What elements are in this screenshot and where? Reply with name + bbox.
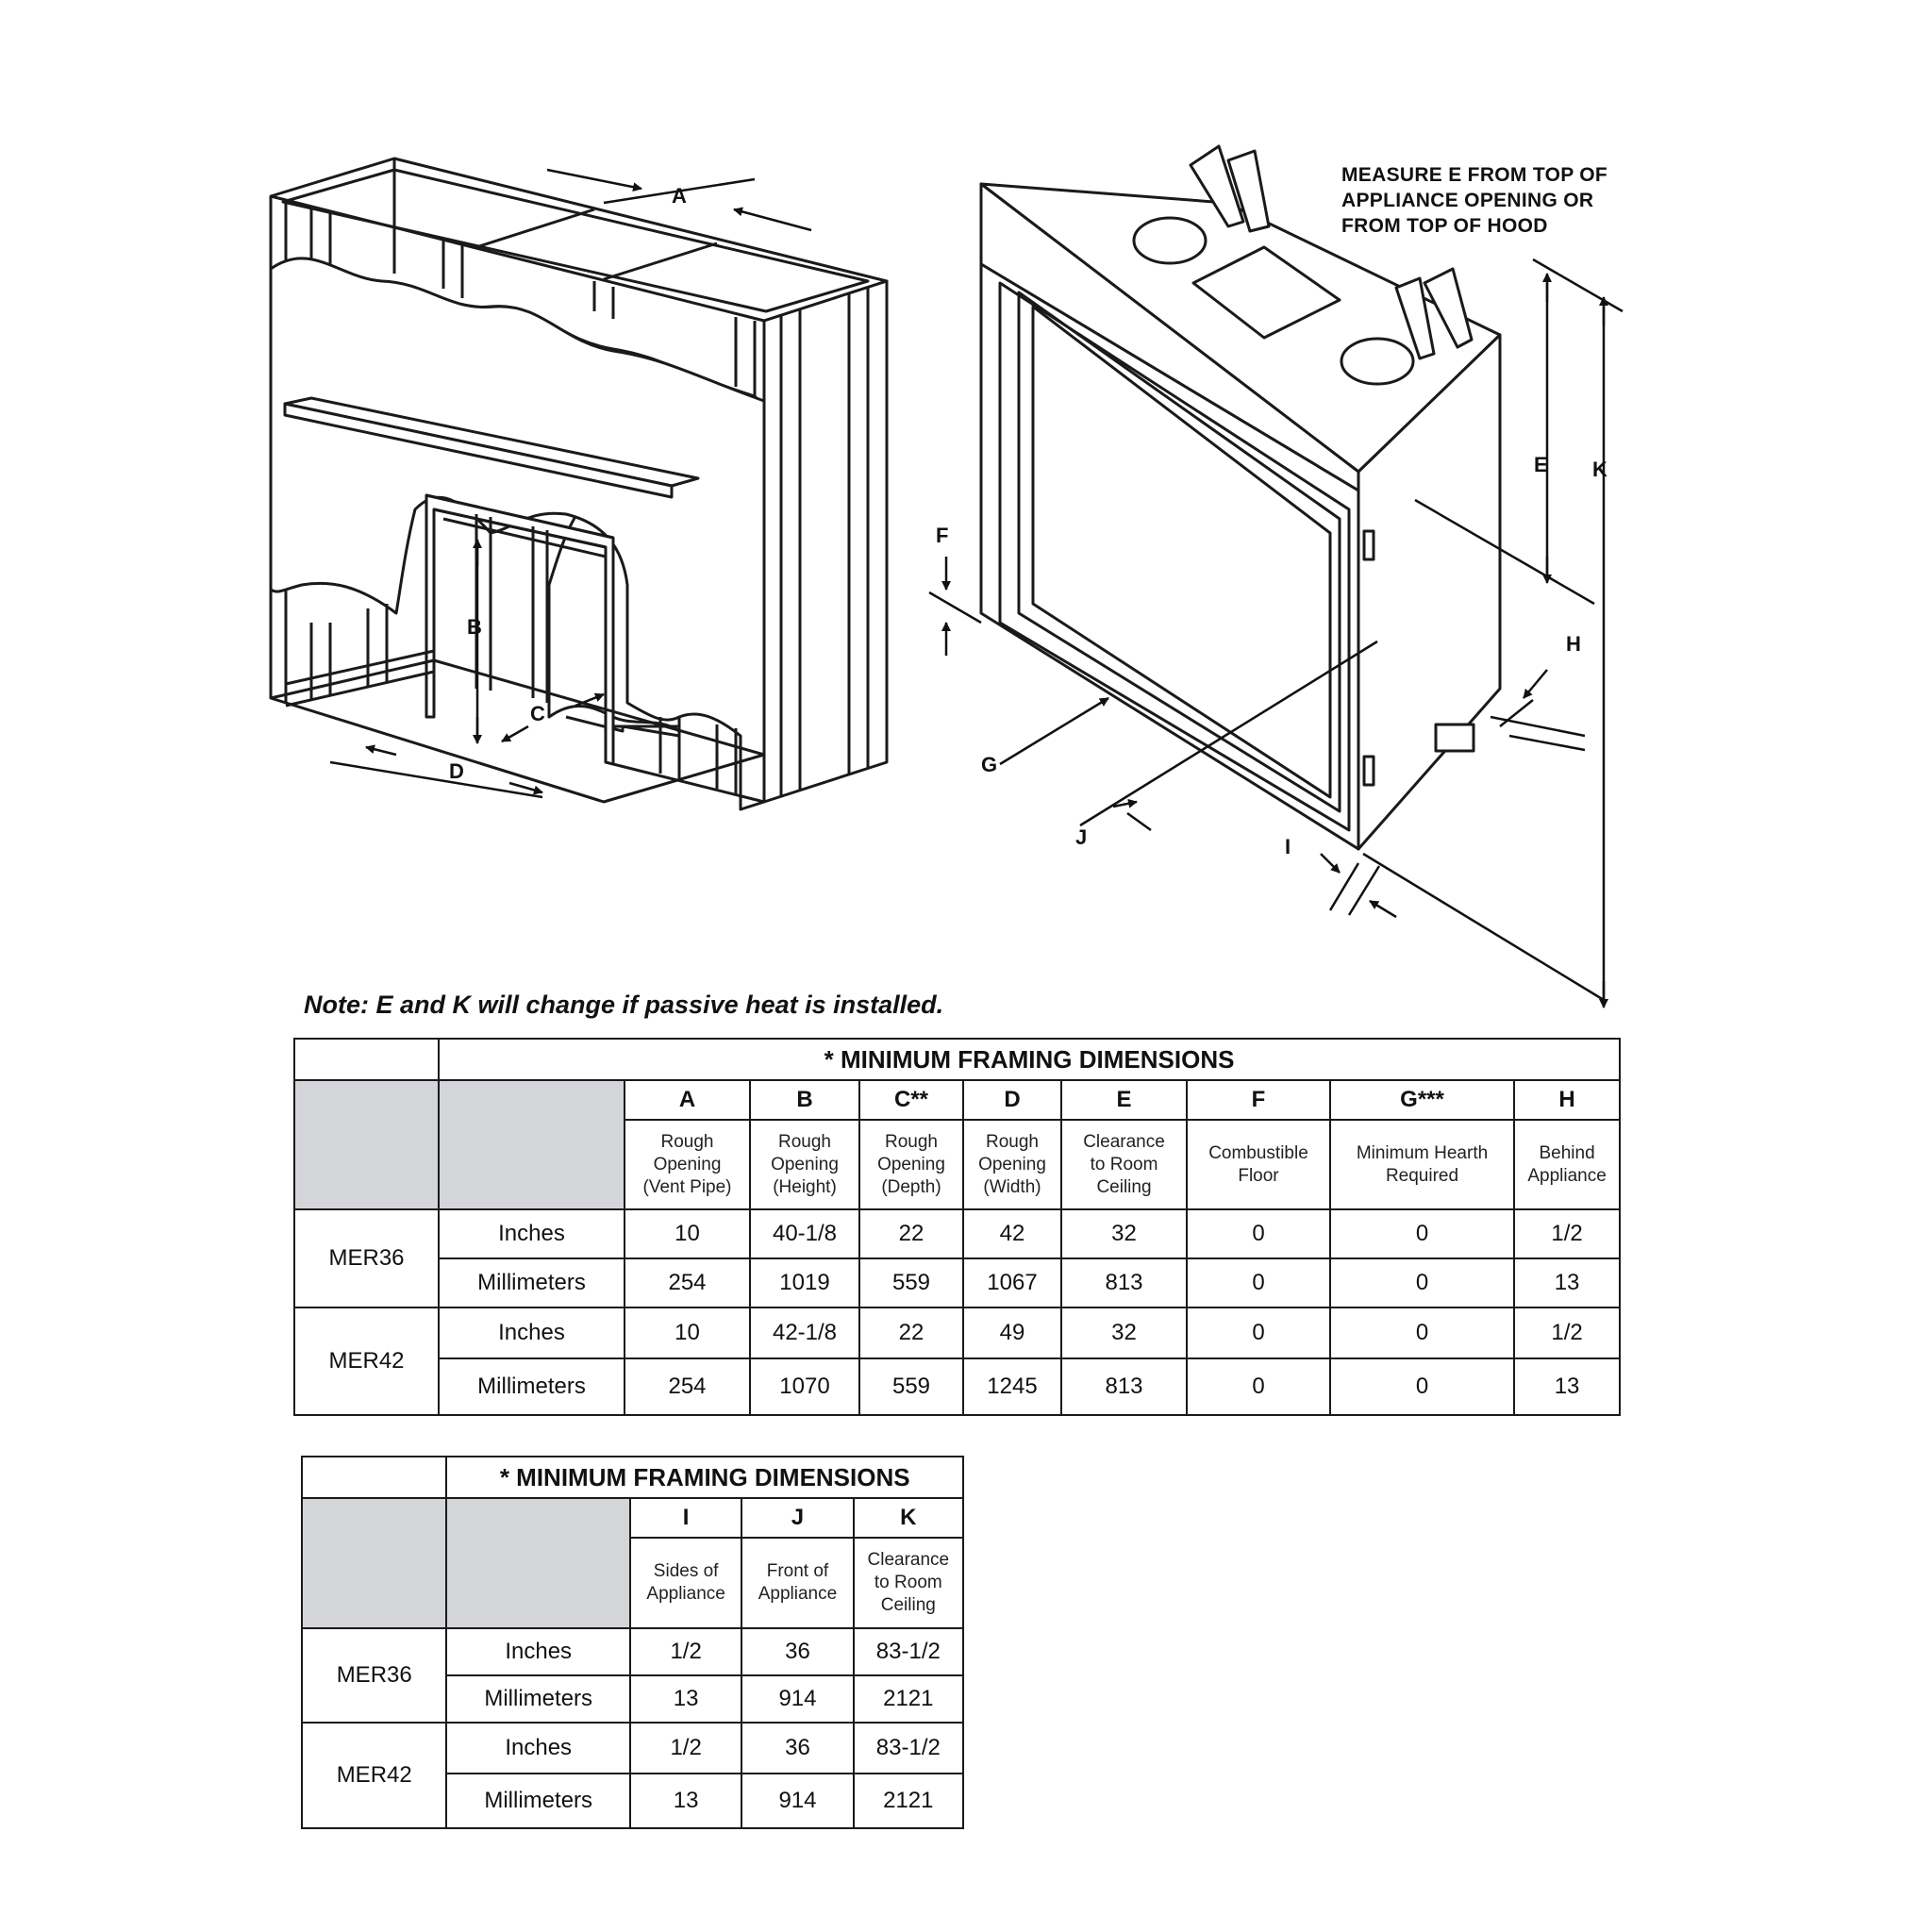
value-cell: 0 [1330,1307,1514,1358]
unit-label: Millimeters [439,1258,625,1307]
value-cell: 254 [625,1358,750,1415]
table-row [302,1723,963,1774]
value-cell: 0 [1187,1209,1330,1258]
table-title: * MINIMUM FRAMING DIMENSIONS [446,1457,963,1498]
column-letter: K [854,1498,963,1538]
unit-label: Inches [446,1723,630,1774]
table-corner-cell [294,1039,439,1080]
value-cell: 559 [859,1358,963,1415]
column-description: Behind Appliance [1514,1120,1620,1209]
table-row [294,1358,1620,1415]
value-cell: 1/2 [1514,1209,1620,1258]
value-cell: 254 [625,1258,750,1307]
column-description: Front of Appliance [741,1538,853,1628]
measure-e-note [1341,162,1662,239]
column-letter: C** [859,1080,963,1120]
column-letter: H [1514,1080,1620,1120]
value-cell: 1070 [750,1358,859,1415]
table-row [294,1258,1620,1307]
unit-label: Inches [439,1307,625,1358]
value-cell: 42-1/8 [750,1307,859,1358]
value-cell: 36 [741,1628,853,1675]
unit-label: Inches [439,1209,625,1258]
unit-label: Millimeters [446,1774,630,1828]
value-cell: 83-1/2 [854,1723,963,1774]
dim-label-d: D [449,759,464,783]
measure-e-note-line: FROM TOP OF HOOD [1341,215,1548,237]
column-description: Rough Opening (Height) [750,1120,859,1209]
dim-label-i: I [1285,835,1291,858]
value-cell: 813 [1061,1358,1187,1415]
table-title: * MINIMUM FRAMING DIMENSIONS [439,1039,1620,1080]
column-letter: D [963,1080,1061,1120]
table-row [294,1307,1620,1358]
unit-label: Inches [446,1628,630,1675]
value-cell: 13 [630,1774,741,1828]
dim-label-b: B [467,615,482,639]
value-cell: 10 [625,1307,750,1358]
model-name: MER42 [294,1307,439,1415]
value-cell: 13 [1514,1358,1620,1415]
column-letter: F [1187,1080,1330,1120]
fireplace-appliance-drawing [981,146,1500,849]
dim-label-c: C [530,702,545,725]
table-header-blank [439,1080,625,1209]
framing-dimensions-table-2 [301,1456,964,1829]
column-description: Minimum Hearth Required [1330,1120,1514,1209]
value-cell: 1245 [963,1358,1061,1415]
model-name: MER42 [302,1723,446,1828]
value-cell: 0 [1330,1358,1514,1415]
table-header-blank [294,1080,439,1209]
column-letter: I [630,1498,741,1538]
dim-label-k: K [1592,458,1607,481]
value-cell: 40-1/8 [750,1209,859,1258]
value-cell: 0 [1187,1358,1330,1415]
value-cell: 1067 [963,1258,1061,1307]
value-cell: 22 [859,1209,963,1258]
framing-dimensions-table-1 [293,1038,1621,1416]
column-description: Clearance to Room Ceiling [854,1538,963,1628]
value-cell: 914 [741,1774,853,1828]
column-description: Clearance to Room Ceiling [1061,1120,1187,1209]
column-description: Rough Opening (Vent Pipe) [625,1120,750,1209]
model-name: MER36 [294,1209,439,1307]
table-row [302,1628,963,1675]
value-cell: 10 [625,1209,750,1258]
value-cell: 13 [1514,1258,1620,1307]
column-description: Combustible Floor [1187,1120,1330,1209]
value-cell: 0 [1330,1209,1514,1258]
value-cell: 813 [1061,1258,1187,1307]
column-description: Sides of Appliance [630,1538,741,1628]
value-cell: 22 [859,1307,963,1358]
value-cell: 0 [1187,1307,1330,1358]
value-cell: 1/2 [630,1628,741,1675]
value-cell: 32 [1061,1307,1187,1358]
dim-label-e: E [1534,453,1548,476]
column-letter: G*** [1330,1080,1514,1120]
value-cell: 83-1/2 [854,1628,963,1675]
value-cell: 2121 [854,1675,963,1723]
table-row [294,1209,1620,1258]
column-letter: B [750,1080,859,1120]
value-cell: 49 [963,1307,1061,1358]
value-cell: 13 [630,1675,741,1723]
dim-label-f: F [936,524,949,547]
column-description: Rough Opening (Width) [963,1120,1061,1209]
value-cell: 36 [741,1723,853,1774]
table-header-blank [446,1498,630,1628]
dim-label-j: J [1075,825,1088,849]
dim-label-g: G [981,753,998,776]
value-cell: 1/2 [630,1723,741,1774]
dim-label-a: A [672,184,687,208]
value-cell: 1/2 [1514,1307,1620,1358]
value-cell: 0 [1187,1258,1330,1307]
value-cell: 559 [859,1258,963,1307]
model-name: MER36 [302,1628,446,1723]
value-cell: 42 [963,1209,1061,1258]
unit-label: Millimeters [439,1358,625,1415]
measure-e-note-line: APPLIANCE OPENING OR [1341,190,1594,211]
column-letter: E [1061,1080,1187,1120]
column-letter: A [625,1080,750,1120]
table-header-blank [302,1498,446,1628]
value-cell: 1019 [750,1258,859,1307]
value-cell: 32 [1061,1209,1187,1258]
framing-enclosure-drawing [271,158,887,809]
measure-e-note-line: MEASURE E FROM TOP OF [1341,164,1608,186]
passive-heat-note: Note: E and K will change if passive heat is installed. [304,991,944,1019]
dim-label-h: H [1566,632,1581,656]
table-corner-cell [302,1457,446,1498]
value-cell: 914 [741,1675,853,1723]
value-cell: 0 [1330,1258,1514,1307]
unit-label: Millimeters [446,1675,630,1723]
value-cell: 2121 [854,1774,963,1828]
column-description: Rough Opening (Depth) [859,1120,963,1209]
column-letter: J [741,1498,853,1538]
